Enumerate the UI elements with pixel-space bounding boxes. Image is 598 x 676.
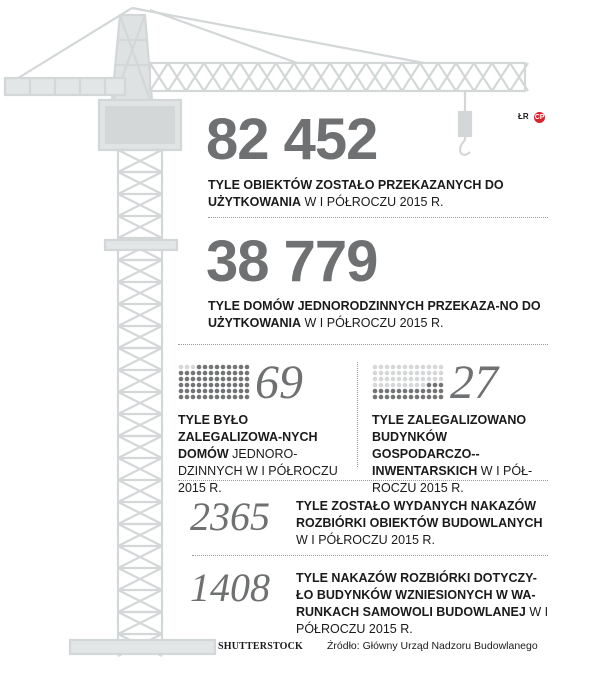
unit-dot: [421, 371, 426, 376]
unit-dot: [239, 365, 244, 370]
unit-dot: [221, 383, 226, 388]
unit-dot: [221, 365, 226, 370]
unit-dot: [203, 365, 208, 370]
unit-dot: [415, 371, 420, 376]
caption-normal: JEDNORO-DZINNYCH W I PÓŁROCZU 2015 R.: [178, 447, 338, 495]
unit-dot: [409, 383, 414, 388]
unit-dot: [397, 371, 402, 376]
unit-dot: [391, 395, 396, 400]
unit-dot: [433, 377, 438, 382]
unit-dot: [203, 371, 208, 376]
unit-dot: [415, 377, 420, 382]
unit-dot: [439, 371, 444, 376]
unit-dot: [245, 377, 250, 382]
caption-bold: TYLE NAKAZÓW ROZBIÓRKI DOTYCZY-ŁO BUDYNKÓW WZNIESIONYCH W WA-RUNKACH SAMOWOLI BUDOWLANEJ: [296, 571, 537, 619]
unit-dot: [373, 389, 378, 394]
unit-dot: [373, 383, 378, 388]
unit-dot: [403, 383, 408, 388]
legalized-houses-caption: [178, 412, 348, 497]
unit-dot: [427, 395, 432, 400]
unit-dot: [191, 377, 196, 382]
unit-dot: [373, 377, 378, 382]
unit-dot: [209, 365, 214, 370]
unit-dot: [373, 371, 378, 376]
unit-dot: [439, 395, 444, 400]
unit-dot: [203, 383, 208, 388]
unit-dot: [203, 395, 208, 400]
stat-caption-objects: [208, 177, 538, 211]
unit-dot: [403, 389, 408, 394]
unit-dot: [227, 395, 232, 400]
unit-dot: [197, 395, 202, 400]
unit-dot: [239, 389, 244, 394]
unit-dot: [185, 365, 190, 370]
unit-dot: [185, 389, 190, 394]
caption-bold: TYLE ZALEGALIZOWANO BUDYNKÓW GOSPODARCZO--INWENTARSKICH: [372, 413, 527, 478]
unit-dot: [233, 383, 238, 388]
unit-dot: [185, 377, 190, 382]
unit-dot: [439, 365, 444, 370]
unit-dot: [215, 365, 220, 370]
unit-dot: [433, 365, 438, 370]
divider: [178, 344, 548, 345]
unit-dot: [397, 383, 402, 388]
unit-dot: [385, 371, 390, 376]
unit-dot: [233, 371, 238, 376]
unit-dot: [245, 383, 250, 388]
unit-dot: [179, 365, 184, 370]
unit-dot: [427, 365, 432, 370]
unit-dot: [221, 389, 226, 394]
caption-bold: TYLE ZOSTAŁO WYDANYCH NAKAZÓW ROZBIÓRKI OBIEKTÓW BUDOWLANYCH: [296, 499, 543, 530]
unit-dot: [215, 371, 220, 376]
caption-normal: W I PÓŁ-ROCZU 2015 R.: [372, 464, 533, 495]
unit-dot: [179, 395, 184, 400]
unit-dot: [421, 395, 426, 400]
unit-dot: [403, 365, 408, 370]
unit-dot: [379, 371, 384, 376]
unit-dot: [409, 389, 414, 394]
unit-dot: [403, 371, 408, 376]
unit-dot: [415, 365, 420, 370]
divider: [192, 555, 548, 556]
unit-dot: [379, 365, 384, 370]
unit-dot: [191, 365, 196, 370]
unit-dot: [403, 377, 408, 382]
unit-dot: [379, 389, 384, 394]
unit-dot: [439, 377, 444, 382]
stat-caption-houses: [208, 298, 553, 332]
divider: [208, 217, 548, 218]
unit-dot: [179, 371, 184, 376]
unit-dot: [433, 383, 438, 388]
demolition-orders-caption: [296, 498, 551, 549]
unit-dot: [385, 377, 390, 382]
caption-bold: TYLE BYŁO ZALEGALIZOWA-NYCH DOMÓW: [178, 413, 318, 461]
unit-dot: [203, 389, 208, 394]
unit-dot: [385, 389, 390, 394]
unit-dot: [245, 389, 250, 394]
unit-dot: [421, 389, 426, 394]
unit-dot: [433, 389, 438, 394]
vertical-divider: [357, 362, 358, 467]
unit-dot: [239, 395, 244, 400]
unit-dot: [191, 389, 196, 394]
unit-dot: [227, 365, 232, 370]
unit-dot: [433, 395, 438, 400]
unit-dot: [439, 383, 444, 388]
unit-dot: [197, 377, 202, 382]
unit-dot: [245, 365, 250, 370]
unit-dot: [391, 377, 396, 382]
unit-dot: [397, 365, 402, 370]
unit-dot: [397, 377, 402, 382]
unit-dot: [239, 383, 244, 388]
unit-dot: [197, 365, 202, 370]
logo: [518, 106, 545, 124]
unit-dot: [215, 389, 220, 394]
unit-dot: [379, 395, 384, 400]
unit-dot: [227, 383, 232, 388]
unit-dot: [409, 377, 414, 382]
unit-dot: [391, 365, 396, 370]
unit-dot: [379, 377, 384, 382]
unit-dot: [227, 389, 232, 394]
unit-dot: [385, 395, 390, 400]
legalized-houses-value: 69: [255, 356, 303, 409]
unit-dot: [409, 395, 414, 400]
stat-caption-bold: TYLE DOMÓW JEDNORODZINNYCH PRZEKAZA-NO DO UŻYTKOWANIA: [208, 299, 541, 330]
unit-dot: [397, 395, 402, 400]
unit-dot: [391, 383, 396, 388]
unit-dot: [415, 389, 420, 394]
unit-dot: [209, 389, 214, 394]
unit-dot: [209, 383, 214, 388]
unit-dot: [179, 383, 184, 388]
unit-dot: [421, 377, 426, 382]
unit-dot: [221, 377, 226, 382]
unit-dot: [185, 383, 190, 388]
legalized-farm-buildings-caption: [372, 412, 552, 497]
unit-dot: [415, 383, 420, 388]
unit-dot: [385, 365, 390, 370]
unit-dot: [397, 389, 402, 394]
unit-dot: [185, 371, 190, 376]
unit-dot: [245, 395, 250, 400]
unit-dot: [197, 383, 202, 388]
unit-dot: [403, 395, 408, 400]
stat-caption-normal: W I PÓŁROCZU 2015 R.: [301, 195, 444, 209]
unit-dot: [427, 383, 432, 388]
unit-dot: [215, 383, 220, 388]
unit-dot: [415, 395, 420, 400]
source-note: Źródło: Główny Urząd Nadzoru Budowlanego: [327, 640, 538, 652]
unit-dot: [233, 377, 238, 382]
unit-dot: [373, 365, 378, 370]
unit-dot: [439, 389, 444, 394]
stat-caption-bold: TYLE OBIEKTÓW ZOSTAŁO PRZEKAZANYCH DO UŻYTKOWANIA: [208, 178, 504, 209]
unit-dot: [427, 377, 432, 382]
unit-dot: [191, 395, 196, 400]
logo-initials: ŁR: [518, 112, 529, 121]
unit-dot: [409, 365, 414, 370]
unit-dot: [379, 383, 384, 388]
unit-dot: [209, 395, 214, 400]
unit-dot: [191, 383, 196, 388]
unit-dot: [227, 371, 232, 376]
unit-dot: [185, 395, 190, 400]
legalized-farm-buildings-value: 27: [450, 356, 498, 409]
unit-dot: [409, 371, 414, 376]
unit-dot: [233, 365, 238, 370]
unit-dot: [215, 395, 220, 400]
unit-dot: [227, 377, 232, 382]
unit-dot: [191, 371, 196, 376]
demolition-orders-value: 2365: [190, 494, 270, 539]
unit-dot: [421, 383, 426, 388]
unit-dot: [239, 371, 244, 376]
illegal-construction-value: 1408: [190, 565, 270, 610]
unit-dot: [391, 371, 396, 376]
unit-dot: [427, 371, 432, 376]
unit-dot: [209, 371, 214, 376]
unit-dot: [427, 389, 432, 394]
unit-dot: [433, 371, 438, 376]
unit-dot: [203, 377, 208, 382]
unit-dot: [239, 377, 244, 382]
stat-value-houses: 38 779: [206, 229, 378, 294]
dot-grid-27: [372, 364, 444, 406]
caption-normal: W I PÓŁROCZU 2015 R.: [296, 533, 435, 547]
photo-credit: SHUTTERSTOCK: [218, 641, 304, 652]
unit-dot: [179, 389, 184, 394]
logo-badge: CP: [534, 114, 545, 121]
unit-dot: [245, 371, 250, 376]
unit-dot: [421, 365, 426, 370]
unit-dot: [391, 389, 396, 394]
divider: [178, 480, 548, 481]
illegal-construction-caption: [296, 570, 551, 638]
unit-dot: [197, 371, 202, 376]
dot-grid-69: [178, 364, 250, 406]
unit-dot: [221, 395, 226, 400]
unit-dot: [215, 377, 220, 382]
unit-dot: [179, 377, 184, 382]
unit-dot: [233, 389, 238, 394]
unit-dot: [233, 395, 238, 400]
unit-dot: [221, 371, 226, 376]
stat-value-objects: 82 452: [206, 107, 378, 172]
unit-dot: [385, 383, 390, 388]
unit-dot: [197, 389, 202, 394]
unit-dot: [209, 377, 214, 382]
caption-normal: W I PÓŁROCZU 2015 R.: [296, 605, 549, 636]
stat-caption-normal: W I PÓŁROCZU 2015 R.: [301, 316, 444, 330]
unit-dot: [373, 395, 378, 400]
